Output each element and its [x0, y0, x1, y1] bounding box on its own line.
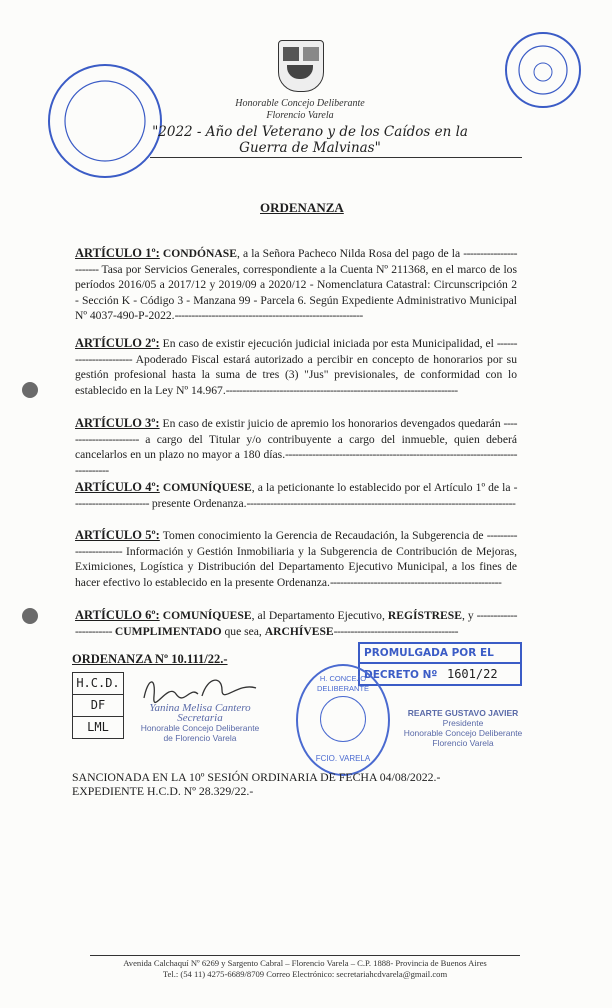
secretary-name: Yanina Melisa Cantero	[149, 702, 251, 714]
hcd-file-number: EXPEDIENTE H.C.D. Nº 28.329/22.-	[72, 784, 254, 798]
sanction-date: SANCIONADA EN LA 10º SESIÓN ORDINARIA DE FECHA 04/08/2022.-	[72, 770, 441, 784]
article-4-verb: COMUNÍQUESE	[162, 481, 252, 494]
binder-hole-bottom	[22, 608, 38, 624]
article-4-label: ARTÍCULO 4º:	[75, 480, 160, 494]
institution-name: Honorable Concejo Deliberante	[235, 98, 365, 109]
secretary-stamp: Yanina Melisa Cantero Secretaria Honorable Concejo Deliberante de Florencio Varela	[130, 703, 270, 743]
secretary-role: Secretaria	[177, 712, 223, 724]
entry-stamp-seal	[505, 32, 581, 108]
article-1-label: ARTÍCULO 1º:	[75, 246, 160, 260]
header-rule	[150, 157, 522, 158]
president-role: Presidente	[442, 718, 484, 728]
president-name: REARTE GUSTAVO JAVIER	[407, 708, 519, 718]
national-emblem-icon	[320, 696, 366, 742]
binder-hole-top	[22, 382, 38, 398]
article-1: ARTÍCULO 1º: CONDÓNASE, a la Señora Pacheco Nilda Rosa del pago de la ----------------------- Tasa por Servicios Generales, correspondiente a la Cuenta Nº 211368, en el marco de los períodos 2016/05 a 2017/12 y 2019/09 a 2020/12 - Nomenclatura Catastral: Circunscripción 2 - Sección K - Código 3 - Manzana 99 - Parcela 6. Según Expediente Administrativo Municipal Nº 4037-490-P-2022.--------------------------------------------------------	[75, 246, 517, 323]
left-partial-seal	[48, 64, 162, 178]
council-oval-seal	[296, 664, 390, 776]
document-title: ORDENANZA	[260, 200, 344, 215]
footer-rule	[90, 955, 520, 956]
article-6: ARTÍCULO 6º: COMUNÍQUESE, al Departamento Ejecutivo, REGÍSTRESE, y ----------------------- CUMPLIMENTADO que sea, ARCHÍVESE-------------------------------------	[75, 608, 518, 638]
municipal-crest-logo	[278, 40, 324, 92]
stamp-ring-icon	[507, 34, 579, 106]
article-3: ARTÍCULO 3º: En caso de existir juicio de apremio los honorarios devengados quedarán ----------------------- a cargo del Titular y/o contribuyente a cargo del inmueble, quien deberá cancelarlos en un plazo no mayor a 180 días.-------------------------------------------------------------------------------	[75, 416, 517, 477]
article-6-label: ARTÍCULO 6º:	[75, 608, 160, 622]
article-4: ARTÍCULO 4º: COMUNÍQUESE, a la peticionante lo establecido por el Artículo 1º de la ----------------------- presente Ordenanza.--------------------------------------------------------------------------------	[75, 480, 517, 510]
seal-bottom-text: FCIO. VARELA	[315, 754, 371, 763]
president-stamp: REARTE GUSTAVO JAVIER Presidente Honorable Concejo Deliberante Florencio Varela	[400, 708, 526, 748]
article-2: ARTÍCULO 2º: En caso de existir ejecución judicial iniciada por esta Municipalidad, el ----------------------- Apoderado Fiscal estará autorizado a percibir en concepto de honorarios por su gestión profesional hasta la suma de tres (3) "Jus" previsionales, de conformidad con lo establecido en la Ley Nº 14.967.---------------------------------------------------------------------	[75, 336, 517, 397]
hcd-initials-box: H.C.D. DF LML	[72, 672, 124, 739]
article-5: ARTÍCULO 5º: Tomen conocimiento la Gerencia de Recaudación, la Subgerencia de ----------------------- Información y Gestión Inmobiliaria y la Subgerencia de Contribución de Mejoras, Eximiciones, Logística y Distribución del Departamento Ejecutivo Municipal, a los fines de hacer efectivo lo establecido en la presente Ordenanza.---------------------------------------------------	[75, 528, 517, 589]
promulgation-line-2: DECRETO Nº 1601/22	[364, 667, 498, 681]
article-1-verb: CONDÓNASE	[162, 247, 237, 260]
city-name: Florencio Varela	[266, 110, 334, 121]
seal-ring-icon	[50, 66, 160, 176]
decree-number: 1601/22	[446, 667, 498, 681]
footer-address: Avenida Calchaquí Nº 6269 y Sargento Cabral – Florencio Varela – C.P. 1888- Provincia de Buenos Aires Tel.: (54 11) 4275-6689/8709 Correo Electrónico: secretariahcdvarela@gmail.com	[123, 958, 487, 979]
year-motto: "2022 - Año del Veterano y de los Caídos en la Guerra de Malvinas"	[152, 124, 468, 156]
article-2-label: ARTÍCULO 2º:	[75, 336, 160, 350]
promulgation-line-1: PROMULGADA POR EL	[360, 644, 520, 664]
ordinance-number: ORDENANZA Nº 10.111/22.-	[72, 652, 228, 666]
seal-top-text: H. CONCEJO DELIBERANTE	[316, 674, 370, 693]
article-5-label: ARTÍCULO 5º:	[75, 528, 160, 542]
article-3-label: ARTÍCULO 3º:	[75, 416, 160, 430]
